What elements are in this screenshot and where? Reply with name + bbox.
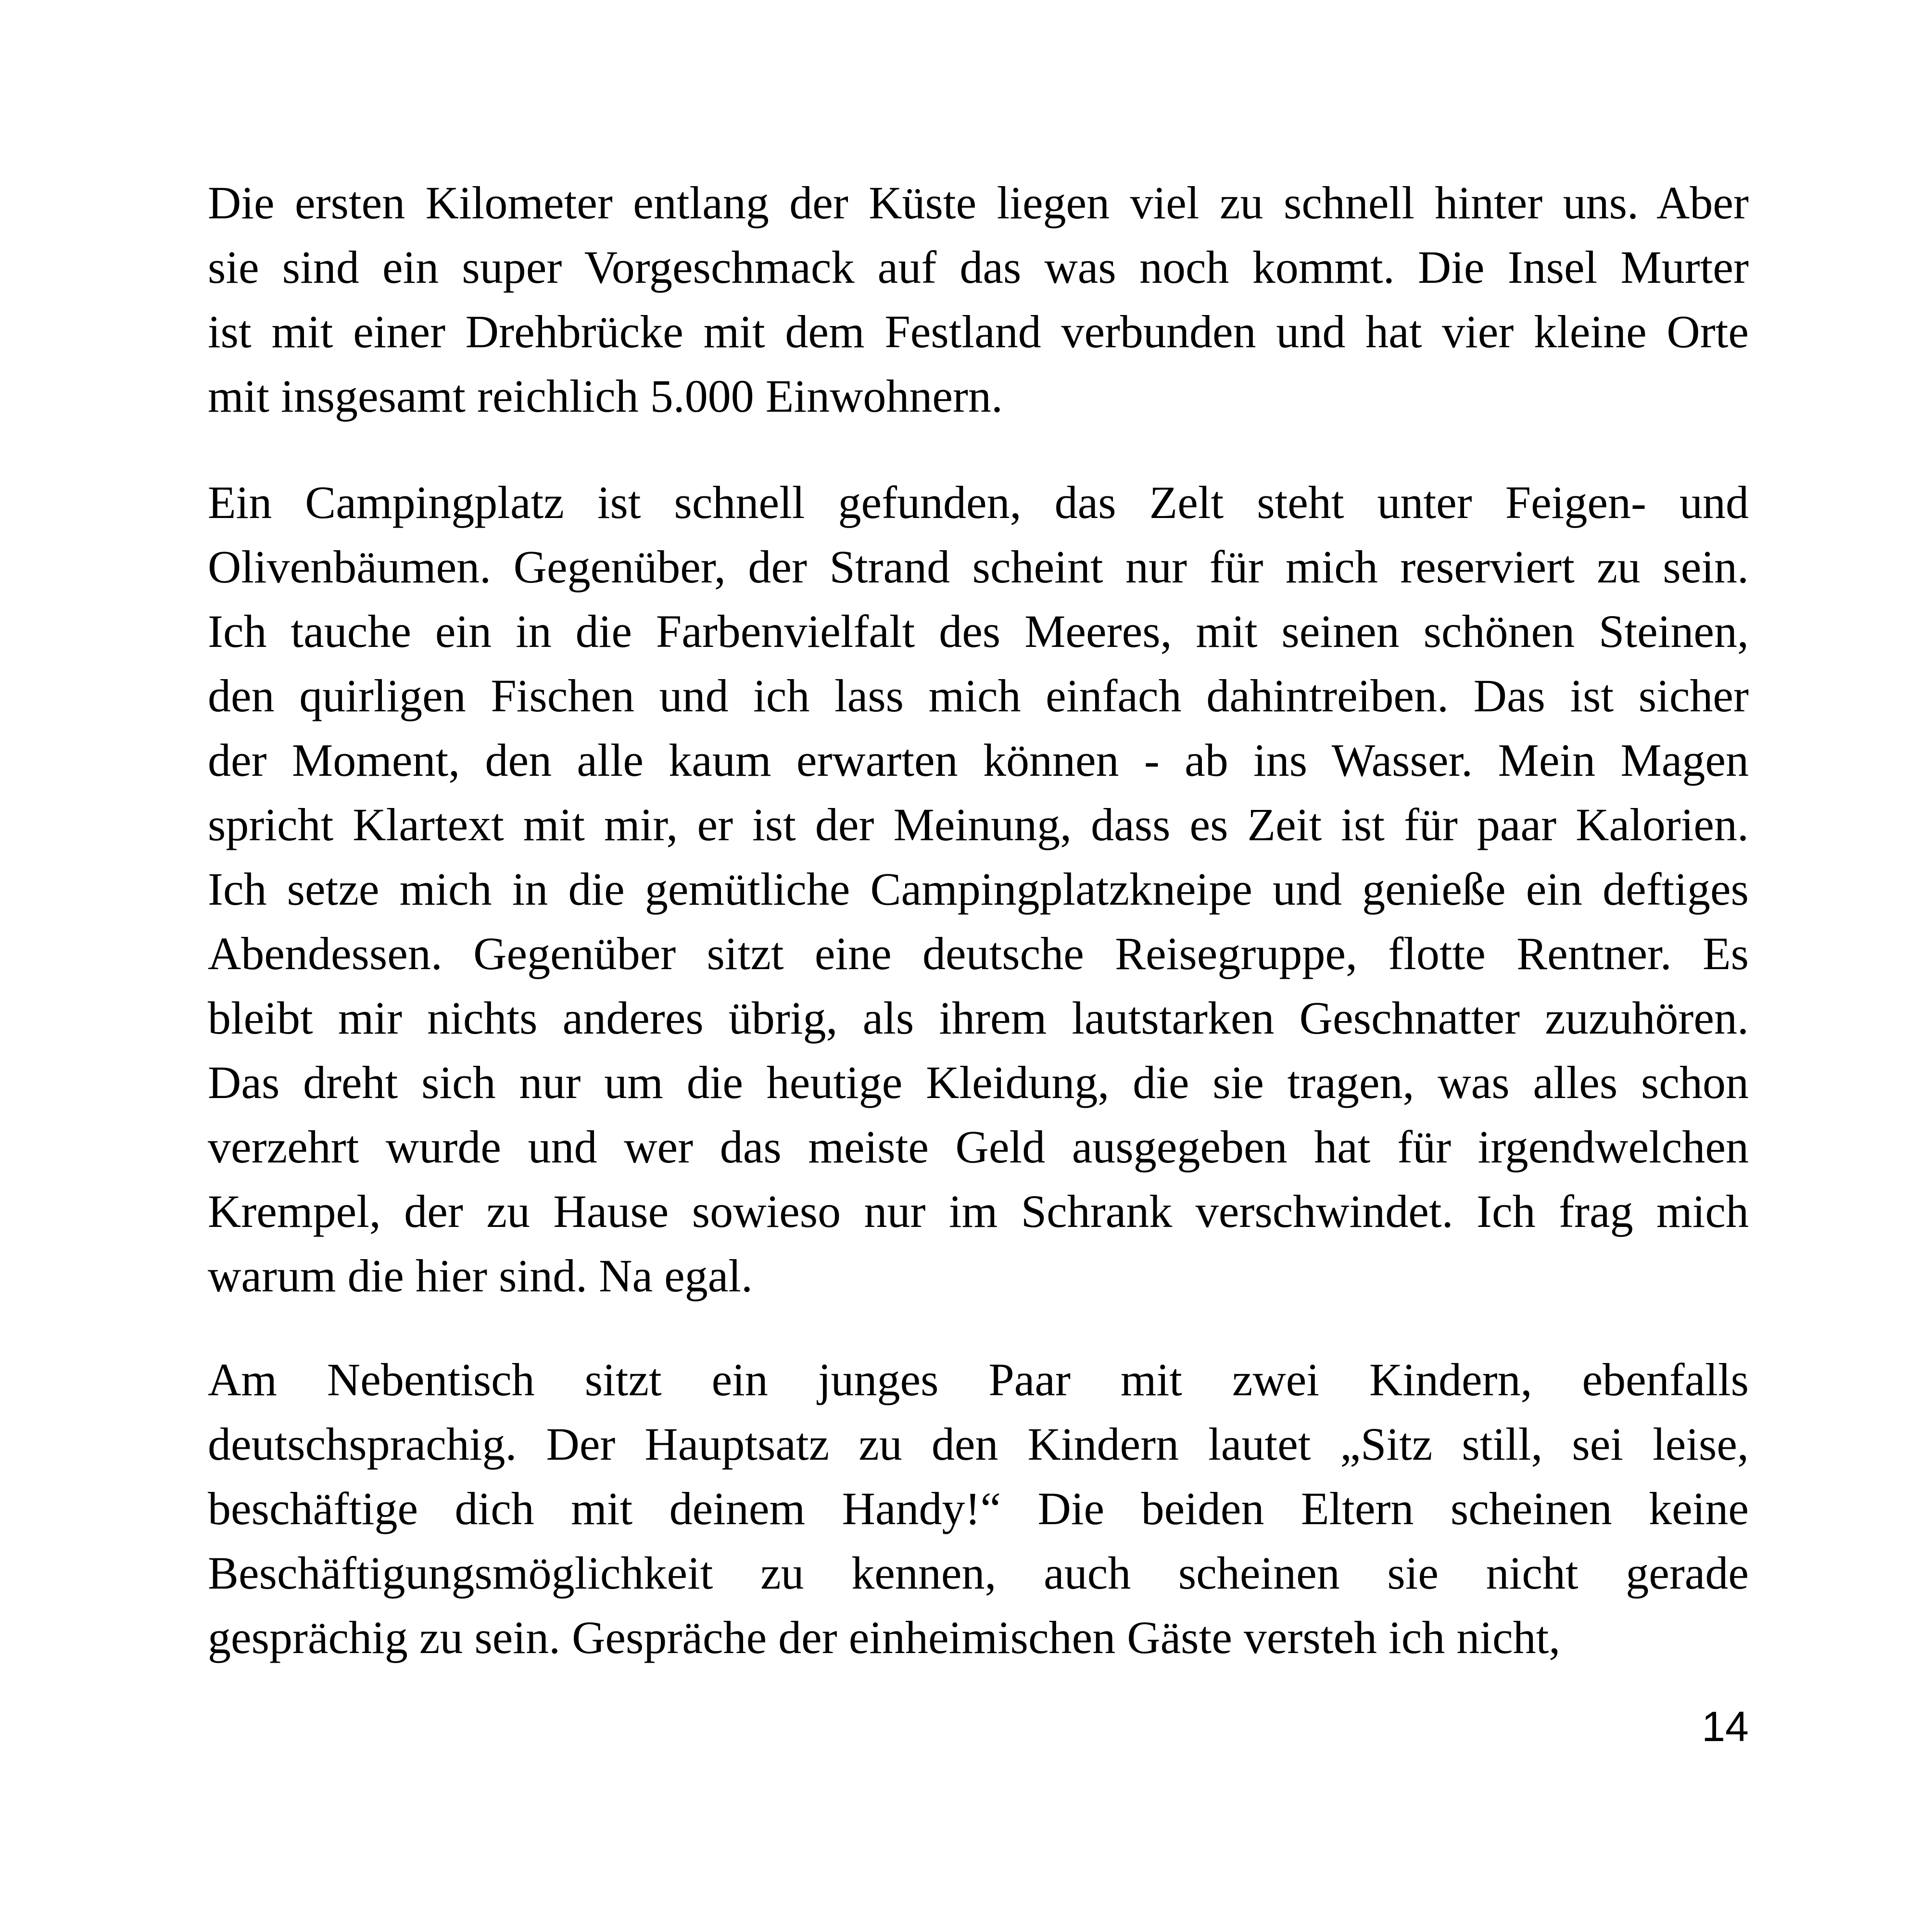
- text-line: spricht Klartext mit mir, er ist der Meinung, dass es Zeit ist für paar Kalorien.: [208, 799, 1749, 850]
- text-line: deutschsprachig. Der Hauptsatz zu den Kindern lautet „Sitz still, sei leise,: [208, 1418, 1749, 1470]
- text-line: den quirligen Fischen und ich lass mich einfach dahintreiben. Das ist sicher: [208, 670, 1749, 721]
- text-line: bleibt mir nichts anderes übrig, als ihrem lautstarken Geschnatter zuzuhören.: [208, 992, 1749, 1044]
- text-line: mit insgesamt reichlich 5.000 Einwohnern.: [208, 370, 1003, 422]
- text-line: Ich setze mich in die gemütliche Campingplatzkneipe und genieße ein deftiges: [208, 863, 1749, 915]
- text-line: Die ersten Kilometer entlang der Küste liegen viel zu schnell hinter uns. Aber: [208, 177, 1749, 228]
- text-line: Abendessen. Gegenüber sitzt eine deutsche Reisegruppe, flotte Rentner. Es: [208, 928, 1749, 979]
- text-line: Ein Campingplatz ist schnell gefunden, das Zelt steht unter Feigen- und: [208, 477, 1749, 528]
- text-line: gesprächig zu sein. Gespräche der einheimischen Gäste versteh ich nicht,: [208, 1612, 1561, 1663]
- text-line: sie sind ein super Vorgeschmack auf das was noch kommt. Die Insel Murter: [208, 241, 1749, 293]
- paragraph-3: [208, 1348, 1749, 1670]
- paragraph-2: [208, 470, 1749, 1308]
- paragraph-1: [208, 171, 1749, 429]
- text-line: warum die hier sind. Na egal.: [208, 1250, 753, 1301]
- text-line: der Moment, den alle kaum erwarten können - ab ins Wasser. Mein Magen: [208, 734, 1749, 786]
- text-line: Am Nebentisch sitzt ein junges Paar mit zwei Kindern, ebenfalls: [208, 1354, 1749, 1405]
- text-line: Beschäftigungsmöglichkeit zu kennen, auch scheinen sie nicht gerade: [208, 1547, 1749, 1599]
- page-number: 14: [1702, 1703, 1749, 1750]
- text-line: Ich tauche ein in die Farbenvielfalt des Meeres, mit seinen schönen Steinen,: [208, 606, 1749, 657]
- text-line: verzehrt wurde und wer das meiste Geld ausgegeben hat für irgendwelchen: [208, 1121, 1749, 1173]
- text-line: Olivenbäumen. Gegenüber, der Strand scheint nur für mich reserviert zu sein.: [208, 541, 1749, 593]
- text-line: ist mit einer Drehbrücke mit dem Festland verbunden und hat vier kleine Orte: [208, 306, 1749, 357]
- text-line: Krempel, der zu Hause sowieso nur im Schrank verschwindet. Ich frag mich: [208, 1186, 1749, 1237]
- text-line: Das dreht sich nur um die heutige Kleidung, die sie tragen, was alles schon: [208, 1057, 1749, 1108]
- text-line: beschäftige dich mit deinem Handy!“ Die beiden Eltern scheinen keine: [208, 1483, 1749, 1534]
